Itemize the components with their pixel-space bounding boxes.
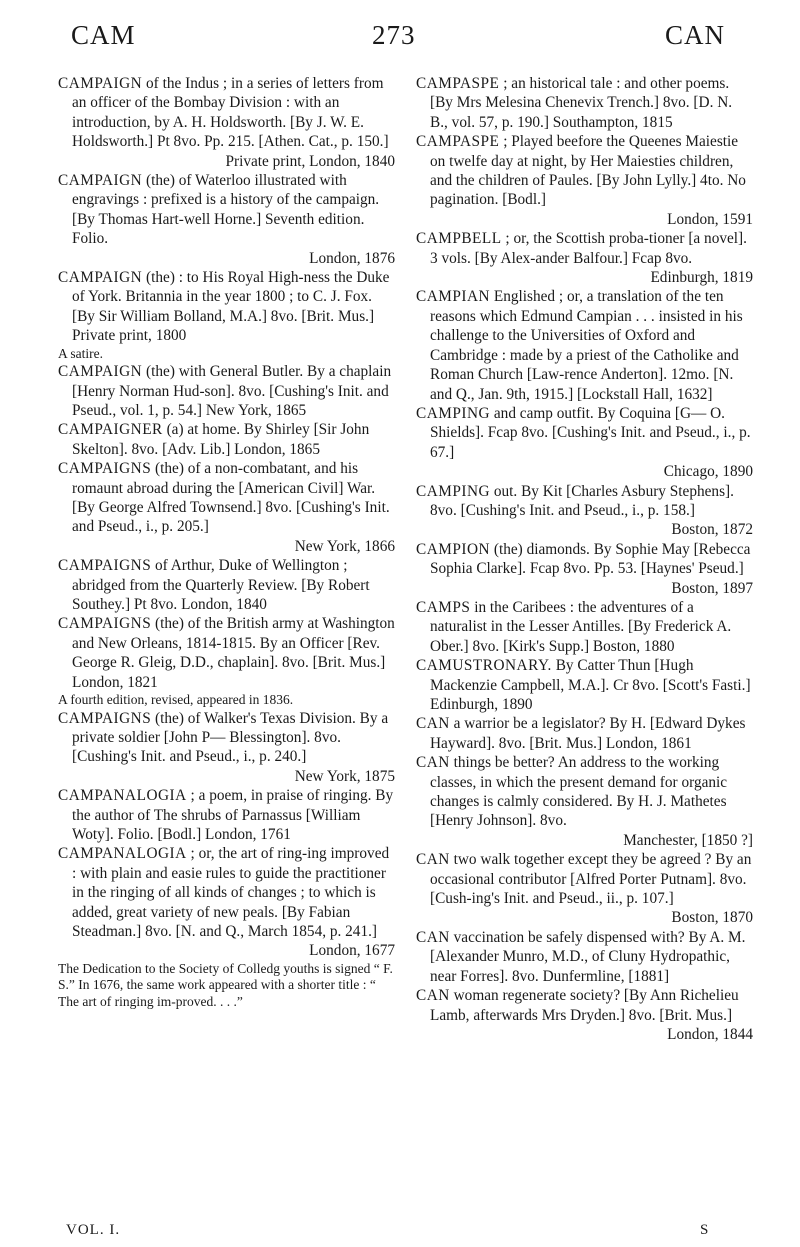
entry-headword: CAN bbox=[416, 987, 450, 1005]
entry-text: a warrior be a legislator? By H. [Edward Dykes Hayward]. 8vo. [Brit. Mus.] London, 1861 bbox=[430, 715, 746, 752]
entry-text: of the Indus ; in a series of letters from an officer of the Bombay Division : with an introduction, by A. H. Holdsworth. [By J. W. E. Holdsworth.] Pt 8vo. Pp. 215. [Athen. Cat., p. 150.] bbox=[72, 75, 389, 151]
entry-imprint: Edinburgh, 1819 bbox=[650, 269, 753, 287]
entry-headword: CAN bbox=[416, 851, 450, 869]
entry-text: (the) of Waterloo illustrated with engravings : prefixed is a history of the campaign. [By Thomas Hart-well Horne.] Seventh edition. Folio. bbox=[72, 172, 380, 248]
entry-text: (the) diamonds. By Sophie May [Rebecca Sophia Clarke]. Fcap 8vo. Pp. 53. [Haynes' Pseud.] bbox=[430, 540, 751, 578]
right-column bbox=[416, 74, 753, 1044]
entry-imprint: Private print, London, 1840 bbox=[225, 152, 395, 170]
catalogue-entry bbox=[416, 132, 753, 229]
entry-headword: CAMPING bbox=[416, 404, 491, 422]
catalogue-entry bbox=[58, 171, 395, 268]
entry-note: A satire. bbox=[58, 345, 103, 361]
running-head-right: CAN bbox=[664, 20, 725, 50]
catalogue-entry bbox=[416, 928, 753, 986]
catalogue-entry bbox=[416, 850, 753, 928]
page-number: 273 bbox=[372, 20, 416, 50]
entry-text: out. By Kit [Charles Asbury Stephens]. 8vo. [Cushing's Init. and Pseud., i., p. 158.] bbox=[430, 482, 734, 519]
entry-text: and camp outfit. By Coquina [G— O. Shields]. Fcap 8vo. [Cushing's Init. and Pseud., i., p. 67.] bbox=[430, 404, 751, 461]
catalogue-entry bbox=[416, 229, 753, 287]
entry-imprint: New York, 1875 bbox=[294, 767, 395, 785]
entry-headword: CAMPS bbox=[416, 598, 471, 616]
entry-headword: CAN bbox=[416, 754, 450, 772]
entry-note: The Dedication to the Society of Colledg youths is signed “ F. S.” In 1676, the same work appeared with a shorter title : “ The art of ringing im-proved. . . .” bbox=[58, 960, 393, 1009]
entry-text: (the) of the British army at Washington and New Orleans, 1814-1815. By an Officer [Rev. George R. Gleig, D.D., chaplain]. 8vo. [Brit. Mus.] London, 1821 bbox=[72, 615, 395, 691]
entry-headword: CAMPAIGNS bbox=[58, 709, 152, 727]
entry-text: vaccination be safely dispensed with? By A. M. [Alexander Munro, M.D., of Cluny Hydropathic, near Forres]. 8vo. Dunfermline, [1881] bbox=[430, 928, 746, 985]
catalogue-entry bbox=[416, 656, 753, 714]
signature-mark: S bbox=[700, 1222, 709, 1238]
entry-text: (the) of Walker's Texas Division. By a private soldier [John P— Blessington]. 8vo. [Cushing's Init. and Pseud., i., p. 240.] bbox=[72, 709, 389, 766]
running-head-left: CAM bbox=[71, 20, 136, 50]
entry-headword: CAMPING bbox=[416, 482, 491, 500]
entry-headword: CAMPAIGNER bbox=[58, 421, 163, 439]
left-column bbox=[58, 74, 395, 1010]
entry-headword: CAMPASPE bbox=[416, 75, 500, 92]
entry-headword: CAMPION bbox=[416, 540, 491, 558]
catalogue-entry bbox=[58, 614, 395, 692]
entry-text: in the Caribees : the adventures of a naturalist in the Lesser Antilles. [By Frederick A. Ober.] 8vo. [Kirk's Supp.] Boston, 1880 bbox=[430, 598, 732, 655]
catalogue-entry bbox=[58, 844, 395, 960]
entry-imprint: New York, 1866 bbox=[294, 537, 395, 555]
catalogue-entry bbox=[58, 362, 395, 420]
entry-imprint: London, 1844 bbox=[667, 1025, 753, 1043]
entry-headword: CAMUSTRONARY. bbox=[416, 657, 552, 675]
entry-text: Englished ; or, a translation of the ten reasons which Edmund Campian . . . insisted in his challenge to the Universities of Oxford and Cambridge : made by a priest of the Catholike and Roman Church [Law-rence Anderton]. 12mo. [N. and Q., Jan. 9th, 1915.] [Lockstall Hall, 1632] bbox=[430, 288, 743, 403]
entry-text: ; or, the art of ring-ing improved : with plain and easie rules to guide the practitioner in the ringing of all kinds of changes ; to which is added, great variety of new peals. [By Fabian Steadman.] 8vo. [N. and Q., March 1854, p. 241.] bbox=[72, 845, 390, 941]
entry-imprint: London, 1591 bbox=[667, 210, 753, 228]
volume-label: VOL. I. bbox=[66, 1222, 121, 1238]
catalogue-entry bbox=[416, 540, 753, 598]
catalogue-entry bbox=[58, 420, 395, 459]
entry-headword: CAMPANALOGIA bbox=[58, 845, 187, 863]
catalogue-entry bbox=[416, 287, 753, 403]
entry-headword: CAMPAIGN bbox=[58, 363, 143, 381]
entry-headword: CAMPANALOGIA bbox=[58, 787, 187, 805]
entry-text: (a) at home. By Shirley [Sir John Skelton]. 8vo. [Adv. Lib.] London, 1865 bbox=[72, 421, 370, 458]
entry-imprint: London, 1876 bbox=[309, 249, 395, 267]
catalogue-entry bbox=[416, 753, 753, 850]
entry-headword: CAMPAIGNS bbox=[58, 460, 152, 478]
entry-text: ; Played beefore the Queenes Maiestie on twelfe day at night, by Her Maiesties children, and the children of Paules. [By John Lylly.] 4to. No pagination. [Bodl.] bbox=[430, 133, 746, 209]
catalogue-entry bbox=[58, 709, 395, 787]
entry-text: of Arthur, Duke of Wellington ; abridged from the Quarterly Review. [By Robert Southey.] Pt 8vo. London, 1840 bbox=[72, 557, 370, 614]
entry-headword: CAMPIAN bbox=[416, 288, 491, 306]
entry-text: ; a poem, in praise of ringing. By the author of The shrubs of Parnassus [William Woty]. Folio. [Bodl.] London, 1761 bbox=[72, 787, 394, 844]
catalogue-entry bbox=[416, 404, 753, 482]
entry-text: ; an historical tale : and other poems. [By Mrs Melesina Chenevix Trench.] 8vo. [D. N. B., vol. 57, p. 190.] Southampton, 1815 bbox=[430, 75, 733, 131]
entry-headword: CAMPASPE bbox=[416, 133, 500, 151]
entry-text: woman regenerate society? [By Ann Richelieu Lamb, afterwards Mrs Dryden.] 8vo. [Brit. Mus.] bbox=[430, 987, 739, 1024]
catalogue-entry bbox=[58, 459, 395, 556]
entry-text: By Catter Thun [Hugh Mackenzie Campbell, M.A.]. Cr 8vo. [Scott's Fasti.] Edinburgh, 1890 bbox=[430, 657, 751, 713]
catalogue-entry bbox=[416, 482, 753, 540]
entry-imprint: Manchester, [1850 ?] bbox=[623, 831, 753, 849]
catalogue-entry bbox=[416, 74, 753, 132]
page-header bbox=[0, 20, 800, 64]
entry-headword: CAMPAIGNS bbox=[58, 615, 152, 633]
page-footer bbox=[0, 1222, 800, 1242]
entry-headword: CAMPAIGN bbox=[58, 75, 143, 92]
entry-imprint: Boston, 1872 bbox=[671, 521, 753, 539]
catalogue-entry bbox=[416, 714, 753, 753]
entry-text: (the) : to His Royal High-ness the Duke of York. Britannia in the year 1800 ; to C. J. Fox. [By Sir William Bolland, M.A.] 8vo. [Brit. Mus.] Private print, 1800 bbox=[72, 269, 390, 345]
catalogue-entry bbox=[416, 986, 753, 1044]
entry-note: A fourth edition, revised, appeared in 1836. bbox=[58, 692, 294, 708]
entry-text: (the) of a non-combatant, and his romaunt abroad during the [American Civil] War. [By George Alfred Townsend.] 8vo. [Cushing's Init. and Pseud., i., p. 205.] bbox=[72, 460, 390, 536]
catalogue-entry bbox=[58, 74, 395, 171]
catalogue-entry bbox=[58, 786, 395, 844]
entry-imprint: Chicago, 1890 bbox=[663, 463, 753, 481]
entry-headword: CAMPAIGNS bbox=[58, 557, 152, 575]
entry-text: (the) with General Butler. By a chaplain [Henry Norman Hud-son]. 8vo. [Cushing's Init. and Pseud., vol. 1, p. 54.] New York, 1865 bbox=[72, 363, 392, 419]
entry-text: two walk together except they be agreed ? By an occasional contributor [Alfred Porter Putnam]. 8vo. [Cush-ing's Init. and Pseud., ii., p. 107.] bbox=[430, 851, 752, 908]
entry-imprint: Boston, 1870 bbox=[671, 909, 753, 927]
catalogue-entry bbox=[58, 268, 395, 346]
entry-imprint: Boston, 1897 bbox=[671, 579, 753, 597]
catalogue-entry bbox=[416, 598, 753, 656]
entry-headword: CAMPAIGN bbox=[58, 269, 143, 287]
entry-text: things be better? An address to the working classes, in which the present demand for organic changes is calmly considered. By H. J. Mathetes [Henry Johnson]. 8vo. bbox=[430, 754, 728, 830]
entry-imprint: London, 1677 bbox=[309, 942, 395, 960]
entry-headword: CAN bbox=[416, 715, 450, 733]
entry-headword: CAMPBELL bbox=[416, 230, 502, 248]
entry-text: ; or, the Scottish proba-tioner [a novel]. 3 vols. [By Alex-ander Balfour.] Fcap 8vo. bbox=[430, 230, 747, 267]
catalogue-entry bbox=[58, 556, 395, 614]
entry-headword: CAMPAIGN bbox=[58, 172, 143, 190]
entry-headword: CAN bbox=[416, 928, 450, 946]
